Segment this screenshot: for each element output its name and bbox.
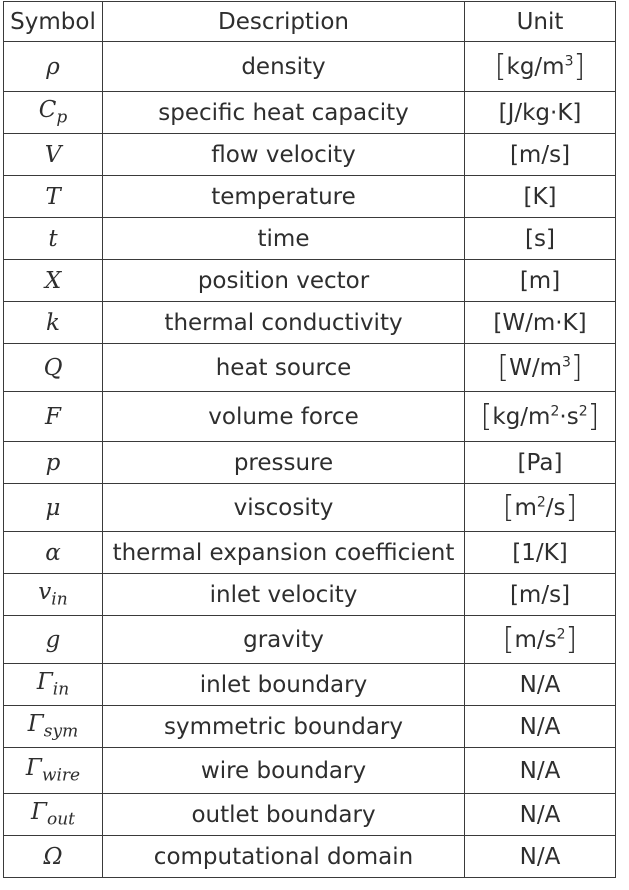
symbol-cell bbox=[4, 260, 103, 302]
unit-text: J/kg·K bbox=[507, 99, 573, 126]
table-row bbox=[4, 794, 616, 836]
unit-text: W/m·K bbox=[502, 309, 578, 336]
description-cell: viscosity bbox=[103, 484, 465, 532]
unit-cell: $[W/m^3]$ bbox=[465, 344, 616, 392]
symbol-cell bbox=[4, 344, 103, 392]
unit-cell: [J/kg·K] bbox=[465, 92, 616, 134]
description-cell: density bbox=[103, 42, 465, 92]
unit-text: $m/s^2$ bbox=[514, 626, 566, 653]
description-cell: volume force bbox=[103, 392, 465, 442]
symbol-subscript: in bbox=[52, 679, 70, 700]
unit-cell: $[m^2/s]$ bbox=[465, 484, 616, 532]
symbol-cell bbox=[4, 442, 103, 484]
unit-text: $kg/m^2\cdot s^2$ bbox=[492, 403, 588, 430]
symbol-text: k bbox=[46, 309, 60, 336]
symbol-subscript: sym bbox=[43, 721, 79, 742]
description-cell: heat source bbox=[103, 344, 465, 392]
unit-cell: $[kg/m^2\cdot s^2]$ bbox=[465, 392, 616, 442]
unit-text: $W/m^3$ bbox=[509, 354, 571, 381]
header-symbol: Symbol bbox=[4, 2, 103, 42]
table-row bbox=[4, 302, 616, 344]
unit-text: N/A bbox=[519, 671, 561, 698]
symbol-subscript: out bbox=[46, 809, 75, 830]
symbol-subscript: p bbox=[56, 107, 68, 128]
unit-cell: [m/s] bbox=[465, 134, 616, 176]
symbol-text: Ω bbox=[43, 843, 63, 870]
unit-cell: [m] bbox=[465, 260, 616, 302]
table-row bbox=[4, 218, 616, 260]
unit-text: Pa bbox=[526, 449, 554, 476]
symbol-text: t bbox=[48, 225, 58, 252]
symbol-cell bbox=[4, 302, 103, 344]
unit-text: $kg/m^3$ bbox=[506, 53, 574, 80]
symbol-text: μ bbox=[45, 494, 61, 521]
table-row bbox=[4, 836, 616, 878]
unit-text: N/A bbox=[519, 843, 561, 870]
description-cell: thermal conductivity bbox=[103, 302, 465, 344]
table-row bbox=[4, 392, 616, 442]
unit-cell: [1/K] bbox=[465, 532, 616, 574]
description-cell: thermal expansion coefficient bbox=[103, 532, 465, 574]
symbol-text: ρ bbox=[46, 53, 60, 80]
table-row bbox=[4, 574, 616, 616]
symbol-text: v bbox=[38, 579, 52, 606]
symbol-cell bbox=[4, 706, 103, 748]
table-row bbox=[4, 484, 616, 532]
unit-text: s bbox=[534, 225, 546, 252]
symbol-text: Γ bbox=[31, 799, 47, 826]
description-cell: outlet boundary bbox=[103, 794, 465, 836]
table-row bbox=[4, 134, 616, 176]
symbol-subscript: in bbox=[51, 589, 68, 610]
symbol-cell bbox=[4, 664, 103, 706]
symbol-text: F bbox=[45, 403, 61, 430]
symbol-cell bbox=[4, 836, 103, 878]
description-cell: flow velocity bbox=[103, 134, 465, 176]
symbol-cell bbox=[4, 392, 103, 442]
symbol-text: Γ bbox=[25, 755, 42, 782]
description-cell: pressure bbox=[103, 442, 465, 484]
table-row bbox=[4, 344, 616, 392]
symbol-cell bbox=[4, 574, 103, 616]
symbol-cell bbox=[4, 616, 103, 664]
header-row bbox=[4, 2, 616, 42]
unit-cell: [W/m·K] bbox=[465, 302, 616, 344]
symbol-text: X bbox=[44, 267, 62, 294]
unit-text: m/s bbox=[518, 581, 562, 608]
table-row bbox=[4, 176, 616, 218]
header-description: Description bbox=[103, 2, 465, 42]
symbol-text: V bbox=[44, 141, 62, 168]
symbol-text: α bbox=[45, 539, 61, 566]
unit-cell: $[m/s^2]$ bbox=[465, 616, 616, 664]
description-cell: specific heat capacity bbox=[103, 92, 465, 134]
unit-text: K bbox=[532, 183, 548, 210]
table-row bbox=[4, 532, 616, 574]
symbol-text: p bbox=[45, 449, 61, 476]
table-row bbox=[4, 706, 616, 748]
symbol-cell bbox=[4, 218, 103, 260]
unit-cell: [s] bbox=[465, 218, 616, 260]
unit-cell bbox=[465, 664, 616, 706]
symbol-subscript: wire bbox=[41, 765, 81, 786]
unit-text: 1/K bbox=[521, 539, 559, 566]
symbol-table bbox=[3, 1, 616, 878]
table-row bbox=[4, 664, 616, 706]
unit-cell: $[kg/m^3]$ bbox=[465, 42, 616, 92]
unit-text: $m^2/s$ bbox=[514, 494, 566, 521]
header-unit: Unit bbox=[465, 2, 616, 42]
unit-cell bbox=[465, 794, 616, 836]
table-row bbox=[4, 442, 616, 484]
unit-cell: [m/s] bbox=[465, 574, 616, 616]
table-row bbox=[4, 260, 616, 302]
unit-text: m/s bbox=[518, 141, 562, 168]
table-row bbox=[4, 616, 616, 664]
description-cell: time bbox=[103, 218, 465, 260]
table-body bbox=[4, 42, 616, 878]
symbol-cell bbox=[4, 176, 103, 218]
symbol-cell bbox=[4, 134, 103, 176]
description-cell: computational domain bbox=[103, 836, 465, 878]
symbol-cell bbox=[4, 748, 103, 794]
unit-cell bbox=[465, 836, 616, 878]
unit-text: m bbox=[528, 267, 552, 294]
description-cell: position vector bbox=[103, 260, 465, 302]
description-cell: symmetric boundary bbox=[103, 706, 465, 748]
table-row bbox=[4, 42, 616, 92]
table-row bbox=[4, 92, 616, 134]
description-cell: gravity bbox=[103, 616, 465, 664]
symbol-text: T bbox=[45, 183, 61, 210]
symbol-text: C bbox=[38, 97, 57, 124]
symbol-text: Q bbox=[43, 354, 63, 381]
symbol-text: Γ bbox=[36, 669, 53, 696]
table-row bbox=[4, 748, 616, 794]
description-cell: wire boundary bbox=[103, 748, 465, 794]
unit-text: N/A bbox=[519, 801, 561, 828]
symbol-text: Γ bbox=[27, 711, 44, 738]
unit-cell: [Pa] bbox=[465, 442, 616, 484]
description-cell: temperature bbox=[103, 176, 465, 218]
symbol-cell bbox=[4, 794, 103, 836]
unit-text: N/A bbox=[519, 757, 561, 784]
description-cell: inlet velocity bbox=[103, 574, 465, 616]
symbol-cell bbox=[4, 532, 103, 574]
symbol-cell bbox=[4, 42, 103, 92]
symbol-cell bbox=[4, 484, 103, 532]
unit-cell: [K] bbox=[465, 176, 616, 218]
description-cell: inlet boundary bbox=[103, 664, 465, 706]
unit-text: N/A bbox=[519, 713, 561, 740]
symbol-cell bbox=[4, 92, 103, 134]
symbol-text: g bbox=[45, 626, 61, 653]
unit-cell bbox=[465, 706, 616, 748]
unit-cell bbox=[465, 748, 616, 794]
